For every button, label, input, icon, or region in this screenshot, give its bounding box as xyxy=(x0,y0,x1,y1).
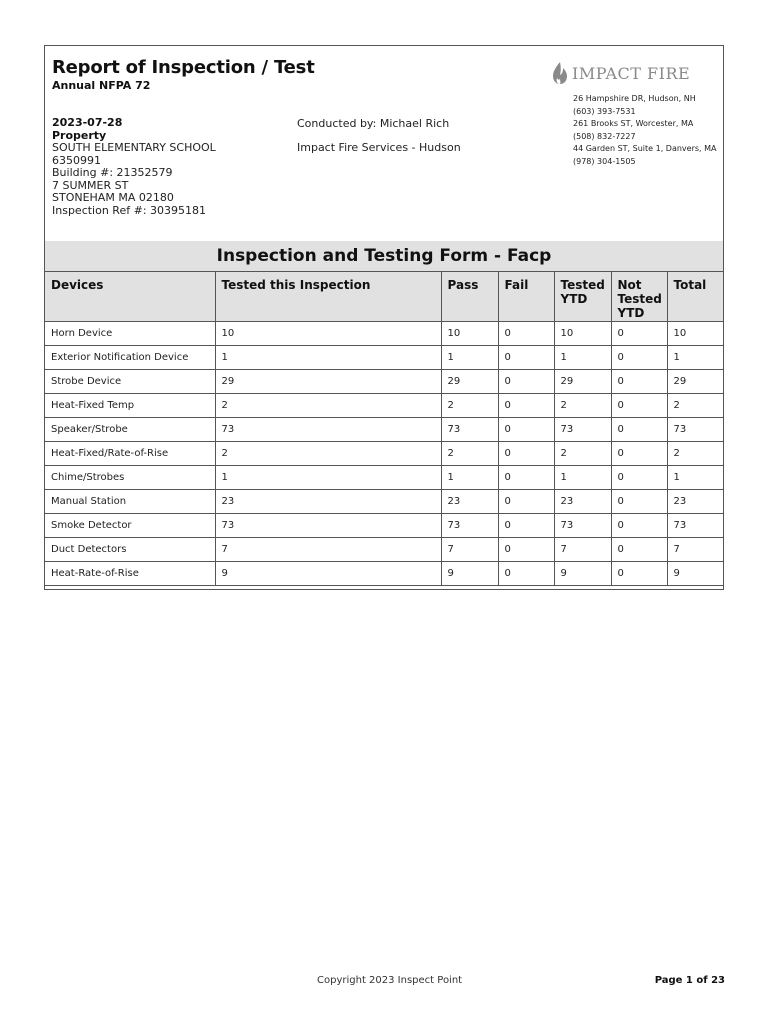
tested-this-inspection-cell: 7 xyxy=(215,538,441,562)
tested-this-inspection-cell: 10 xyxy=(215,322,441,346)
pass-count-cell: 2 xyxy=(441,394,498,418)
pass-count-cell: 73 xyxy=(441,418,498,442)
tested-ytd-cell: 73 xyxy=(554,418,611,442)
fail-count-cell: 0 xyxy=(498,514,554,538)
tested-ytd-cell: 73 xyxy=(554,514,611,538)
device-name-cell: Smoke Detector xyxy=(45,514,215,538)
not-tested-ytd-cell: 0 xyxy=(611,562,667,586)
not-tested-ytd-cell: 0 xyxy=(611,394,667,418)
tested-ytd-cell: 1 xyxy=(554,346,611,370)
column-header-tested-this-inspection: Tested this Inspection xyxy=(215,272,441,322)
table-row xyxy=(45,562,723,586)
tested-this-inspection-cell: 73 xyxy=(215,418,441,442)
total-count-cell: 10 xyxy=(667,322,723,346)
total-count-cell: 1 xyxy=(667,346,723,370)
total-count-cell: 73 xyxy=(667,514,723,538)
tested-this-inspection-cell: 23 xyxy=(215,490,441,514)
table-row xyxy=(45,394,723,418)
device-name-cell: Chime/Strobes xyxy=(45,466,215,490)
total-count-cell: 2 xyxy=(667,394,723,418)
fail-count-cell: 0 xyxy=(498,538,554,562)
company-logo xyxy=(552,60,690,86)
tested-ytd-cell: 1 xyxy=(554,466,611,490)
tested-ytd-cell: 23 xyxy=(554,490,611,514)
total-count-cell: 7 xyxy=(667,538,723,562)
table-row xyxy=(45,466,723,490)
not-tested-ytd-cell: 0 xyxy=(611,442,667,466)
not-tested-ytd-cell: 0 xyxy=(611,538,667,562)
device-name-cell: Heat-Fixed Temp xyxy=(45,394,215,418)
inspection-ref: Inspection Ref #: 30395181 xyxy=(52,203,207,217)
not-tested-ytd-cell: 0 xyxy=(611,490,667,514)
pass-count-cell: 2 xyxy=(441,442,498,466)
tested-ytd-cell: 9 xyxy=(554,562,611,586)
fail-count-cell: 0 xyxy=(498,322,554,346)
tested-ytd-cell: 10 xyxy=(554,322,611,346)
fail-count-cell: 0 xyxy=(498,394,554,418)
total-count-cell: 29 xyxy=(667,370,723,394)
device-name-cell: Heat-Rate-of-Rise xyxy=(45,562,215,586)
total-count-cell: 23 xyxy=(667,490,723,514)
tested-this-inspection-cell: 29 xyxy=(215,370,441,394)
table-body xyxy=(45,322,723,586)
not-tested-ytd-cell: 0 xyxy=(611,514,667,538)
device-name-cell: Strobe Device xyxy=(45,370,215,394)
fail-count-cell: 0 xyxy=(498,442,554,466)
column-header-devices: Devices xyxy=(45,272,215,322)
phone-line: (508) 832-7227 xyxy=(573,131,636,141)
device-name-cell: Heat-Fixed/Rate-of-Rise xyxy=(45,442,215,466)
device-name-cell: Speaker/Strobe xyxy=(45,418,215,442)
address-line: 44 Garden ST, Suite 1, Danvers, MA xyxy=(573,144,717,153)
report-subtitle: Annual NFPA 72 xyxy=(52,79,151,92)
pass-count-cell: 1 xyxy=(441,346,498,370)
property-name: SOUTH ELEMENTARY SCHOOL xyxy=(52,141,216,154)
form-title: Inspection and Testing Form - Facp xyxy=(45,241,723,271)
street-address: 7 SUMMER ST xyxy=(52,178,129,192)
tested-this-inspection-cell: 2 xyxy=(215,394,441,418)
table-row xyxy=(45,322,723,346)
pass-count-cell: 1 xyxy=(441,466,498,490)
total-count-cell: 9 xyxy=(667,562,723,586)
table-row xyxy=(45,370,723,394)
fail-count-cell: 0 xyxy=(498,466,554,490)
pass-count-cell: 7 xyxy=(441,538,498,562)
property-block xyxy=(52,117,216,217)
pass-count-cell: 29 xyxy=(441,370,498,394)
not-tested-ytd-cell: 0 xyxy=(611,370,667,394)
total-count-cell: 73 xyxy=(667,418,723,442)
column-header-pass: Pass xyxy=(441,272,498,322)
logo-wordmark: IMPACT FIRE xyxy=(572,63,691,83)
company-name: Impact Fire Services - Hudson xyxy=(297,141,461,154)
tested-ytd-cell: 29 xyxy=(554,370,611,394)
device-name-cell: Exterior Notification Device xyxy=(45,346,215,370)
footer-copyright: Copyright 2023 Inspect Point xyxy=(317,975,463,986)
property-label: Property xyxy=(52,128,107,142)
pass-count-cell: 23 xyxy=(441,490,498,514)
page-number: Page 1 of 23 xyxy=(654,975,725,986)
address-line: 261 Brooks ST, Worcester, MA xyxy=(573,119,694,128)
fail-count-cell: 0 xyxy=(498,370,554,394)
not-tested-ytd-cell: 0 xyxy=(611,418,667,442)
device-name-cell: Manual Station xyxy=(45,490,215,514)
tested-ytd-cell: 2 xyxy=(554,394,611,418)
address-line: 26 Hampshire DR, Hudson, NH xyxy=(573,94,696,103)
not-tested-ytd-cell: 0 xyxy=(611,466,667,490)
report-header xyxy=(45,46,723,242)
table-row xyxy=(45,514,723,538)
tested-ytd-cell: 7 xyxy=(554,538,611,562)
fail-count-cell: 0 xyxy=(498,418,554,442)
not-tested-ytd-cell: 0 xyxy=(611,322,667,346)
report-frame xyxy=(44,45,724,590)
conducted-by: Conducted by: Michael Rich xyxy=(297,117,450,130)
table-row xyxy=(45,442,723,466)
city-state-zip: STONEHAM MA 02180 xyxy=(52,191,174,204)
building-number: Building #: 21352579 xyxy=(52,166,173,179)
table-row xyxy=(45,346,723,370)
table-row xyxy=(45,418,723,442)
table-row xyxy=(45,490,723,514)
phone-line: (978) 304-1505 xyxy=(573,156,636,166)
device-name-cell: Duct Detectors xyxy=(45,538,215,562)
tested-this-inspection-cell: 1 xyxy=(215,466,441,490)
tested-this-inspection-cell: 2 xyxy=(215,442,441,466)
column-header-fail: Fail xyxy=(498,272,554,322)
fail-count-cell: 0 xyxy=(498,490,554,514)
property-id: 6350991 xyxy=(52,153,101,167)
table-header-row xyxy=(45,272,723,322)
table-row xyxy=(45,538,723,562)
report-title: Report of Inspection / Test xyxy=(52,57,315,78)
pass-count-cell: 9 xyxy=(441,562,498,586)
branch-addresses xyxy=(573,93,717,168)
inspection-date: 2023-07-28 xyxy=(52,116,123,129)
column-header-total: Total xyxy=(667,272,723,322)
pass-count-cell: 73 xyxy=(441,514,498,538)
tested-this-inspection-cell: 73 xyxy=(215,514,441,538)
tested-ytd-cell: 2 xyxy=(554,442,611,466)
phone-line: (603) 393-7531 xyxy=(573,106,636,116)
column-header-tested-ytd: Tested YTD xyxy=(554,272,611,322)
devices-table xyxy=(45,271,723,586)
total-count-cell: 1 xyxy=(667,466,723,490)
pass-count-cell: 10 xyxy=(441,322,498,346)
fail-count-cell: 0 xyxy=(498,346,554,370)
tested-this-inspection-cell: 1 xyxy=(215,346,441,370)
device-name-cell: Horn Device xyxy=(45,322,215,346)
not-tested-ytd-cell: 0 xyxy=(611,346,667,370)
flame-icon xyxy=(552,61,568,85)
column-header-not-tested-ytd: Not Tested YTD xyxy=(611,272,667,322)
fail-count-cell: 0 xyxy=(498,562,554,586)
tested-this-inspection-cell: 9 xyxy=(215,562,441,586)
total-count-cell: 2 xyxy=(667,442,723,466)
